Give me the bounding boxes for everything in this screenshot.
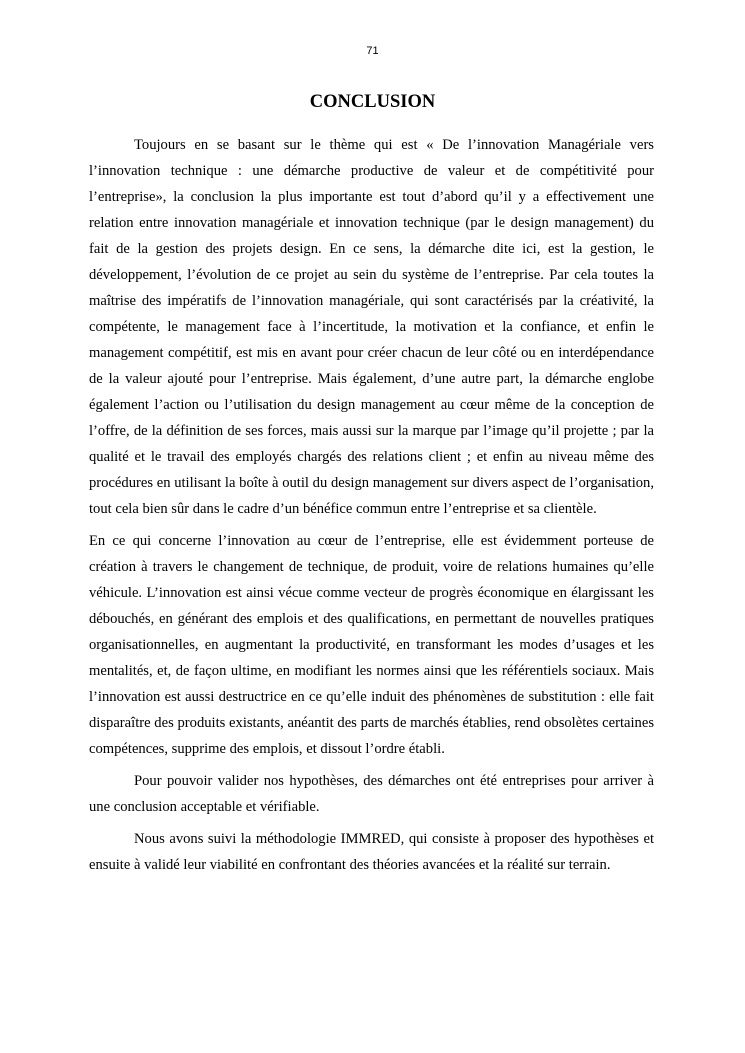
paragraph-3: Pour pouvoir valider nos hypothèses, des démarches ont été entreprises pour arriver à une conclusion acceptable et vérifiable.	[89, 773, 654, 815]
paragraph-4: Nous avons suivi la méthodologie IMMRED, qui consiste à proposer des hypothèses et ensuite à validé leur viabilité en confrontant des théories avancées et la réalité sur terrain.	[89, 831, 654, 873]
paragraph-2: En ce qui concerne l’innovation au cœur de l’entreprise, elle est évidemment porteuse de création à travers le changement de technique, de produit, voire de relations humaines qu’elle véhicule. L’innovation est ainsi vécue comme vecteur de progrès économique en élargissant les débouchés, en générant des emplois et des qualifications, en permettant de nouvelles pratiques organisationnelles, en augmentant la productivité, en transformant les modes d’usages et les mentalités, et, de façon ultime, en modifiant les normes ainsi que les référentiels sociaux. Mais l’innovation est aussi destructrice en ce qu’elle induit des phénomènes de substitution : elle fait disparaître des produits existants, anéantit des parts de marchés établies, rend obsolètes certaines compétences, supprime des emplois, et dissout l’ordre établi.	[89, 533, 654, 757]
paragraph-1: Toujours en se basant sur le thème qui est « De l’innovation Managériale vers l’innovation technique : une démarche productive de valeur et de compétitivité pour l’entreprise», la conclusion la plus importante est tout d’abord qu’il y a effectivement une relation entre innovation managériale et innovation technique (par le design management) du fait de la gestion des projets design. En ce sens, la démarche dite ici, est la gestion, le développement, l’évolution de ce projet au sein du système de l’entreprise. Par cela toutes la maîtrise des impératifs de l’innovation managériale, qui sont caractérisés par la créativité, la compétente, le management face à l’incertitude, la motivation et la confiance, et enfin le management compétitif, est mis en avant pour créer chacun de leur côté ou en interdépendance de la valeur ajouté pour l’entreprise. Mais également, d’une autre part, la démarche englobe également l’action ou l’utilisation du design management au cœur même de la conception de l’offre, de la définition de ses forces, mais aussi sur la marque par l’image qu’il projette ; par la qualité et le travail des employés chargés des relations client ; et enfin au niveau même des procédures en utilisant la boîte à outil du design management sur divers aspect de l’organisation, tout cela bien sûr dans le cadre d’un bénéfice commun entre l’entreprise et sa clientèle.	[89, 137, 654, 517]
page-title-text: CONCLUSION	[309, 92, 436, 112]
page-title	[0, 90, 745, 114]
document-body	[89, 132, 654, 878]
page-number: 71	[366, 45, 379, 57]
